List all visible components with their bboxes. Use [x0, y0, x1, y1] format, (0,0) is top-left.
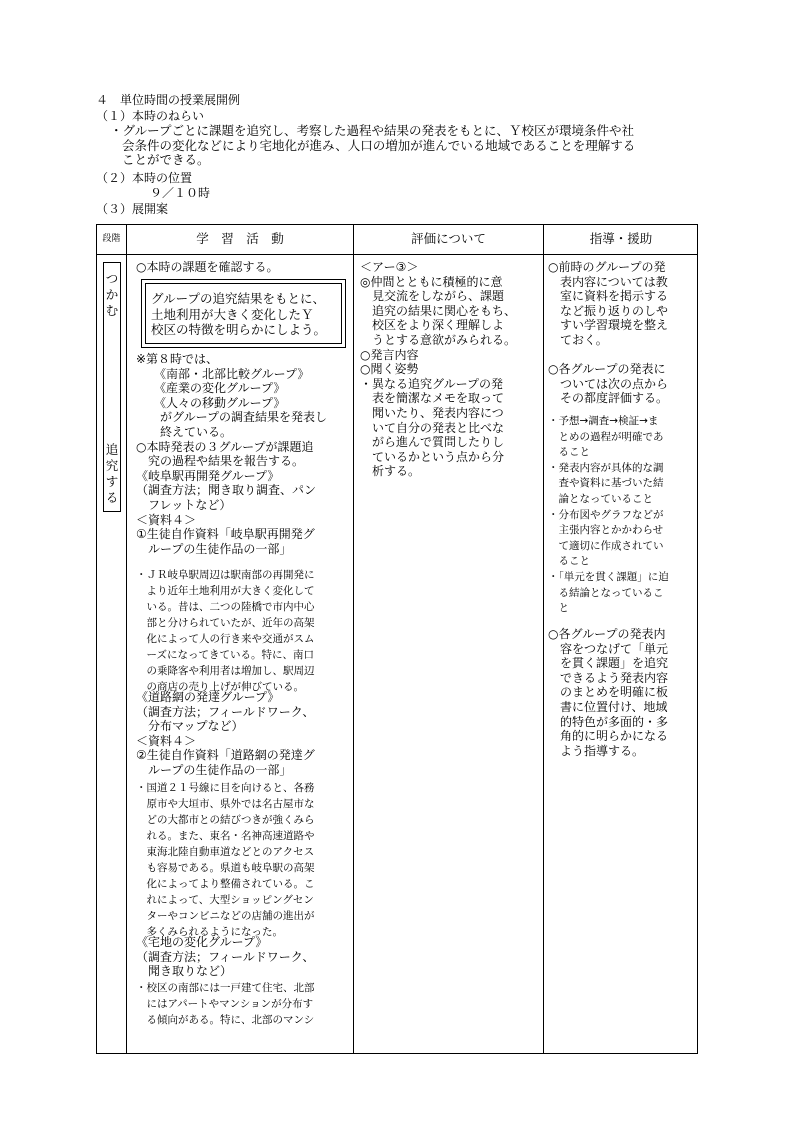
aim-heading: （１）本時のねらい: [96, 109, 205, 123]
guidance-line: 主張内容とかかわらせ: [548, 524, 664, 537]
activity-line: 化によって人の行き来や交通がスム: [136, 633, 315, 645]
activity-line: 《南部・北部比較グループ》: [136, 366, 310, 381]
activity-line: 原市や大垣市、県外では名古屋市な: [136, 798, 315, 810]
activity-line: ・ＪＲ岐阜駅周辺は駅南部の再開発に: [136, 569, 315, 581]
guidance-line: ること: [548, 446, 590, 459]
activity-line: 聞き取りなど）: [136, 964, 233, 979]
activity-line: ＜資料４＞: [136, 733, 197, 748]
evaluation-line: ◎仲間とともに積極的に意: [360, 274, 503, 289]
guidance-column: [548, 627, 696, 758]
activity-line: 《産業の変化グループ》: [136, 381, 286, 396]
goal-line: 土地利用が大きく変化したＹ: [151, 306, 314, 322]
guidance-line: 論となっていること: [548, 492, 653, 505]
activity-line: 《宅地の変化グループ》: [136, 935, 268, 949]
evaluation-line: 追究の結果に関心をもち、: [360, 303, 517, 318]
guidance-line: 室に資料を掲示する: [548, 289, 669, 304]
activity-line: ループの生徒作品の一部」: [136, 762, 292, 777]
activity-line: れによって、大型ショッピングセン: [136, 894, 314, 906]
activity-column: [136, 780, 351, 940]
activity-line: 究の過程や結果を報告する。: [136, 454, 305, 469]
activity-line: より近年土地利用が大きく変化して: [136, 585, 315, 597]
activity-line: ○本時の課題を確認する。: [136, 260, 279, 274]
column-divider: [543, 224, 544, 1054]
header-activity: 学 習 活 動: [196, 231, 284, 246]
guidance-line: る結論となっているこ: [548, 586, 664, 599]
section-title: ４ 単位時間の授業展開例: [96, 93, 241, 107]
activity-line: ーズになってきている。特に、南口: [136, 649, 314, 661]
guidance-column: [548, 260, 696, 406]
activity-line: 分布マップなど）: [136, 719, 244, 734]
aim-line: 会条件の変化などにより宅地化が進み、人口の増加が進んでいる地域であることを理解する: [122, 137, 636, 153]
position-heading: （２）本時の位置: [96, 171, 193, 185]
guidance-line: よう指導する。: [548, 743, 645, 758]
goal-box: [141, 279, 346, 348]
evaluation-line: 校区をより深く理解しよ: [360, 318, 505, 333]
guidance-line: その都度評価する。: [548, 391, 669, 406]
activity-line: ※第８時では、: [136, 352, 219, 366]
activity-column: [136, 690, 351, 778]
activity-line: の乗降客や利用者は増加し、駅周辺: [136, 665, 315, 677]
goal-line: 校区の特徴を明らかにしよう。: [151, 322, 327, 337]
evaluation-column: [360, 260, 540, 479]
evaluation-line: がら進んで質問したりし: [360, 435, 505, 450]
activity-line: ・校区の南部には一戸建て住宅、北部: [136, 982, 315, 994]
guidance-line: て適切に作成されてい: [548, 539, 664, 552]
activity-line: ＜資料４＞: [136, 512, 197, 527]
guidance-line: ・「単元を貫く課題」に迫: [548, 570, 669, 583]
guidance-line: ○各グループの発表内: [548, 627, 666, 641]
activity-line: いる。昔は、二つの陸橋で市内中心: [136, 601, 315, 613]
guidance-line: すい学習環境を整え: [548, 318, 669, 333]
evaluation-line: 聞いたり、発表内容につ: [360, 405, 504, 420]
activity-line: 《岐阜駅再開発グループ》: [136, 468, 280, 483]
goal-line: グループの追究結果をもとに、: [151, 291, 326, 306]
activity-line: 多くみられるようになった。: [136, 926, 283, 938]
header-evaluation: 評価について: [411, 231, 486, 246]
guidance-line: ・発表内容が具体的な調: [548, 461, 664, 474]
activity-line: も容易である。県道も岐阜駅の高架: [136, 862, 315, 874]
activity-line: ターやコンビニなどの店舗の進出が: [136, 910, 315, 922]
guidance-line: ついては次の点から: [548, 376, 669, 391]
guidance-line: を貫く課題」を追究: [548, 656, 669, 671]
activity-column: [136, 980, 351, 1028]
activity-line: ○本時発表の３グループが課題追: [136, 439, 314, 454]
guidance-line: ○前時のグループの発: [548, 260, 666, 274]
evaluation-line: 表を簡潔なメモを取って: [360, 391, 505, 406]
guidance-line: ・予想→調査→検証→ま: [548, 415, 659, 427]
evaluation-line: うとする意欲がみられる。: [360, 332, 517, 347]
aim-line: ことができる。: [122, 152, 210, 167]
evaluation-line: 析する。: [360, 464, 421, 479]
evaluation-line: ＜アー③＞: [360, 260, 419, 274]
guidance-line: 角的に明らかになる: [548, 729, 669, 744]
evaluation-line: ○聞く姿勢: [360, 362, 419, 377]
activity-line: 東海北陸自動車道などとのアクセス: [136, 846, 315, 858]
evaluation-line: ているかという点から分: [360, 449, 505, 464]
guidance-line: ること: [548, 555, 590, 568]
column-divider: [126, 224, 127, 1054]
guidance-line: ○各グループの発表に: [548, 362, 666, 377]
guidance-column: [548, 414, 696, 617]
guidance-line: 査や資料に基づいた結: [548, 477, 664, 490]
activity-line: ①生徒自作資料「岐阜駅再開発グ: [136, 527, 315, 542]
activity-line: 化によってより整備されている。こ: [136, 878, 315, 890]
guidance-line: 的特色が多面的・多: [548, 714, 669, 729]
guidance-line: のまとめを明確に板: [548, 685, 669, 700]
stage-investigate: 追究する: [105, 442, 119, 505]
plan-heading: （３）展開案: [96, 202, 169, 216]
position-value: ９／１０時: [150, 186, 211, 200]
header-guidance: 指導・援助: [589, 231, 653, 246]
activity-line: ・国道２１号線に目を向けると、各務: [136, 782, 315, 794]
activity-line: る傾向がある。特に、北部のマンシ: [136, 1014, 315, 1026]
guidance-line: ・分布図やグラフなどが: [548, 508, 664, 521]
guidance-line: 容をつなげて「単元: [548, 641, 669, 656]
evaluation-line: ○発言内容: [360, 347, 419, 362]
activity-line: 《道路網の発達グループ》: [136, 690, 280, 704]
activity-column: [136, 935, 351, 979]
activity-line: 終えている。: [136, 424, 233, 439]
activity-column: [136, 260, 351, 275]
activity-line: 《人々の移動グループ》: [136, 395, 286, 410]
activity-line: （調査方法；フィールドワーク、: [136, 949, 315, 964]
activity-line: （調査方法；フィールドワーク、: [136, 704, 315, 719]
guidance-line: など振り返りのしや: [548, 303, 669, 318]
guidance-line: とめの過程が明確であ: [548, 430, 664, 443]
aim-text: [110, 124, 635, 168]
aim-line: ・グループごとに課題を追究し、考察した過程や結果の発表をもとに、Ｙ校区が環境条件や社: [110, 123, 635, 138]
guidance-line: ておく。: [548, 332, 608, 347]
activity-column: [136, 567, 351, 695]
guidance-line: できるよう発表内容: [548, 670, 669, 685]
evaluation-line: ・異なる追究グループの発: [360, 376, 504, 391]
spacer: [548, 348, 696, 363]
activity-line: ②生徒自作資料「道路網の発達グ: [136, 748, 315, 763]
evaluation-line: いて自分の発表と比べな: [360, 420, 505, 435]
activity-line: どの大都市との結びつきが強くみら: [136, 814, 315, 826]
column-divider: [353, 224, 354, 1054]
activity-line: にはアパートやマンションが分布す: [136, 998, 314, 1010]
header-divider: [96, 254, 698, 255]
stage-grasp: つかむ: [105, 271, 119, 318]
header-stage: 段階: [102, 234, 121, 244]
activity-column: [136, 352, 351, 556]
activity-line: の商店の売り上げが伸びている。: [136, 681, 304, 693]
guidance-line: 書に位置付け、地域: [548, 699, 668, 714]
evaluation-line: 見交流をしながら、課題: [360, 289, 505, 304]
activity-line: フレットなど）: [136, 497, 232, 512]
guidance-line: と: [548, 602, 569, 615]
activity-line: 部と分けられていたが、近年の高架: [136, 617, 315, 629]
activity-line: ループの生徒作品の一部」: [136, 541, 292, 556]
guidance-line: 表内容については教: [548, 274, 668, 289]
activity-line: れる。また、東名・名神高速道路や: [136, 830, 315, 842]
activity-line: （調査方法；聞き取り調査、パン: [136, 483, 317, 498]
activity-line: がグループの調査結果を発表し: [136, 410, 328, 425]
